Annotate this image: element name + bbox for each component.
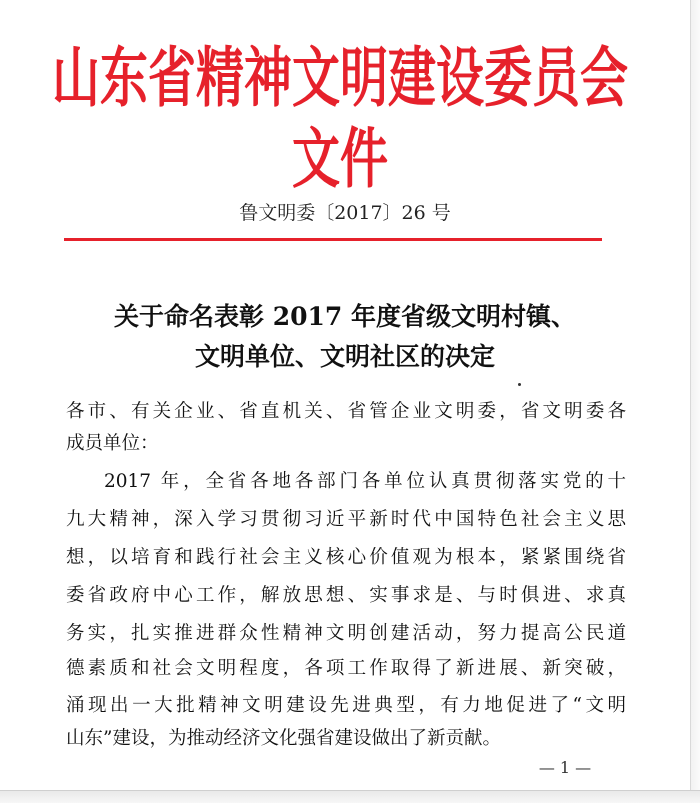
page-edge-bottom [0, 790, 700, 803]
body-line: 委省政府中心工作，解放思想、实事求是、与时俱进、求真 [66, 585, 626, 606]
body-line: 九大精神，深入学习贯彻习近平新时代中国特色社会主义思 [66, 509, 626, 530]
document-title-line-1: 关于命名表彰 2017 年度省级文明村镇、 [114, 302, 576, 331]
body-line: 想，以培育和践行社会主义核心价值观为根本，紧紧围绕省 [66, 547, 626, 568]
body-line: 成员单位： [66, 433, 159, 454]
body-line: 各市、有关企业、省直机关、省管企业文明委，省文明委各 [66, 401, 626, 422]
page-edge-right [690, 0, 700, 802]
issuer-header-title: 山东省精神文明建设委员会文件 [51, 40, 628, 198]
red-separator-rule [64, 238, 602, 241]
page-number: — 1 — [538, 758, 592, 777]
body-line: 山东”建设，为推动经济文化强省建设做出了新贡献。 [66, 728, 501, 749]
document-title-line-2: 文明单位、文明社区的决定 [194, 342, 495, 371]
body-line: 涌现出一大批精神文明建设先进典型，有力地促进了“文明 [66, 695, 626, 716]
scan-speck [518, 383, 521, 386]
body-line: 德素质和社会文明程度，各项工作取得了新进展、新突破， [66, 658, 626, 679]
document-number: 鲁文明委〔2017〕26 号 [239, 202, 451, 224]
body-line: 务实，扎实推进群众性精神文明创建活动，努力提高公民道 [66, 623, 626, 644]
body-line: 2017 年，全省各地各部门各单位认真贯彻落实党的十 [104, 471, 626, 492]
